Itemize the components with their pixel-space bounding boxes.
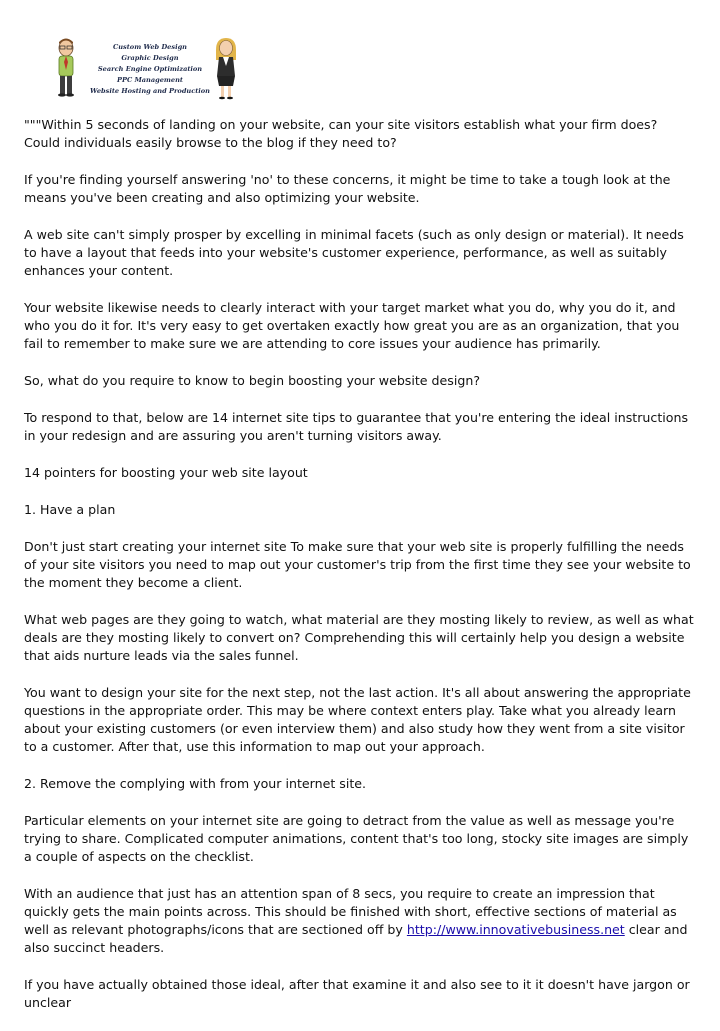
section-heading-plan: 1. Have a plan	[24, 502, 116, 517]
header-logo-graphic	[50, 36, 250, 102]
article-body	[24, 116, 696, 1031]
man-illustration-icon	[58, 39, 74, 97]
paragraph-6: To respond to that, below are 14 internet site tips to guarantee that you're entering the ideal instructions in your redesign and are assuring you aren't turning visitors away.	[24, 410, 688, 443]
paragraph-14-text-before: With an audience that just has an attention span of 8 secs, you require to create an impression that quickly gets the main points across. This should be finished with short, effective sections of material as well as relevant photographs/icons that are sectioned off by	[24, 886, 677, 937]
logo-line-3: Search Engine Optimization	[97, 65, 203, 73]
paragraph-1: """Within 5 seconds of landing on your website, can your site visitors establish what your firm does? Could individuals easily browse to the blog if they need to?	[24, 117, 658, 150]
woman-illustration-icon	[216, 38, 236, 99]
logo-line-2: Graphic Design	[121, 54, 179, 62]
paragraph-14	[24, 885, 696, 957]
paragraph-13: Particular elements on your internet site are going to detract from the value as well as message you're trying to share. Complicated computer animations, content that's too long, stocky site images are simply a couple of aspects on the checklist.	[24, 813, 689, 864]
paragraph-14-text-after: clear and also succinct headers.	[24, 922, 688, 955]
paragraph-10: What web pages are they going to watch, what material are they mosting likely to review, as well as what deals are they mosting likely to convert on? Comprehending this will certainly help you design a website that aids nurture leads via the sales funnel.	[24, 612, 694, 663]
paragraph-3: A web site can't simply prosper by excelling in minimal facets (such as only design or material). It needs to have a layout that feeds into your website's customer experience, performance, as well as suitably enhances your content.	[24, 227, 684, 278]
section-heading-pointers: 14 pointers for boosting your web site layout	[24, 465, 308, 480]
header-illustration	[50, 36, 250, 102]
paragraph-11: You want to design your site for the next step, not the last action. It's all about answering the appropriate questions in the appropriate order. This may be where context enters play. Take what you already learn about your existing customers (or even interview them) and also study how they went from a site visitor to a customer. After that, use this information to map out your approach.	[24, 685, 691, 754]
paragraph-5: So, what do you require to know to begin boosting your website design?	[24, 373, 481, 388]
logo-text-block	[90, 43, 210, 95]
logo-line-4: PPC Management	[117, 76, 183, 84]
logo-line-5: Website Hosting and Production	[90, 87, 210, 95]
innovativebusiness-link[interactable]: http://www.innovativebusiness.net	[406, 922, 625, 937]
logo-line-1: Custom Web Design	[113, 43, 187, 51]
paragraph-4: Your website likewise needs to clearly interact with your target market what you do, why you do it, and who you do it for. It's very easy to get overtaken exactly how great you are as an organization, that you fail to remember to make sure we are attending to core issues your audience has primarily.	[24, 300, 680, 351]
paragraph-2: If you're finding yourself answering 'no' to these concerns, it might be time to take a tough look at the means you've been creating and also optimizing your website.	[24, 172, 671, 205]
paragraph-15: If you have actually obtained those ideal, after that examine it and also see to it it doesn't have jargon or unclear	[24, 977, 690, 1010]
paragraph-9: Don't just start creating your internet site To make sure that your web site is properly fulfilling the needs of your site visitors you need to map out your customer's trip from the first time they see your website to the moment they become a client.	[24, 539, 691, 590]
section-heading-remove: 2. Remove the complying with from your internet site.	[24, 776, 367, 791]
